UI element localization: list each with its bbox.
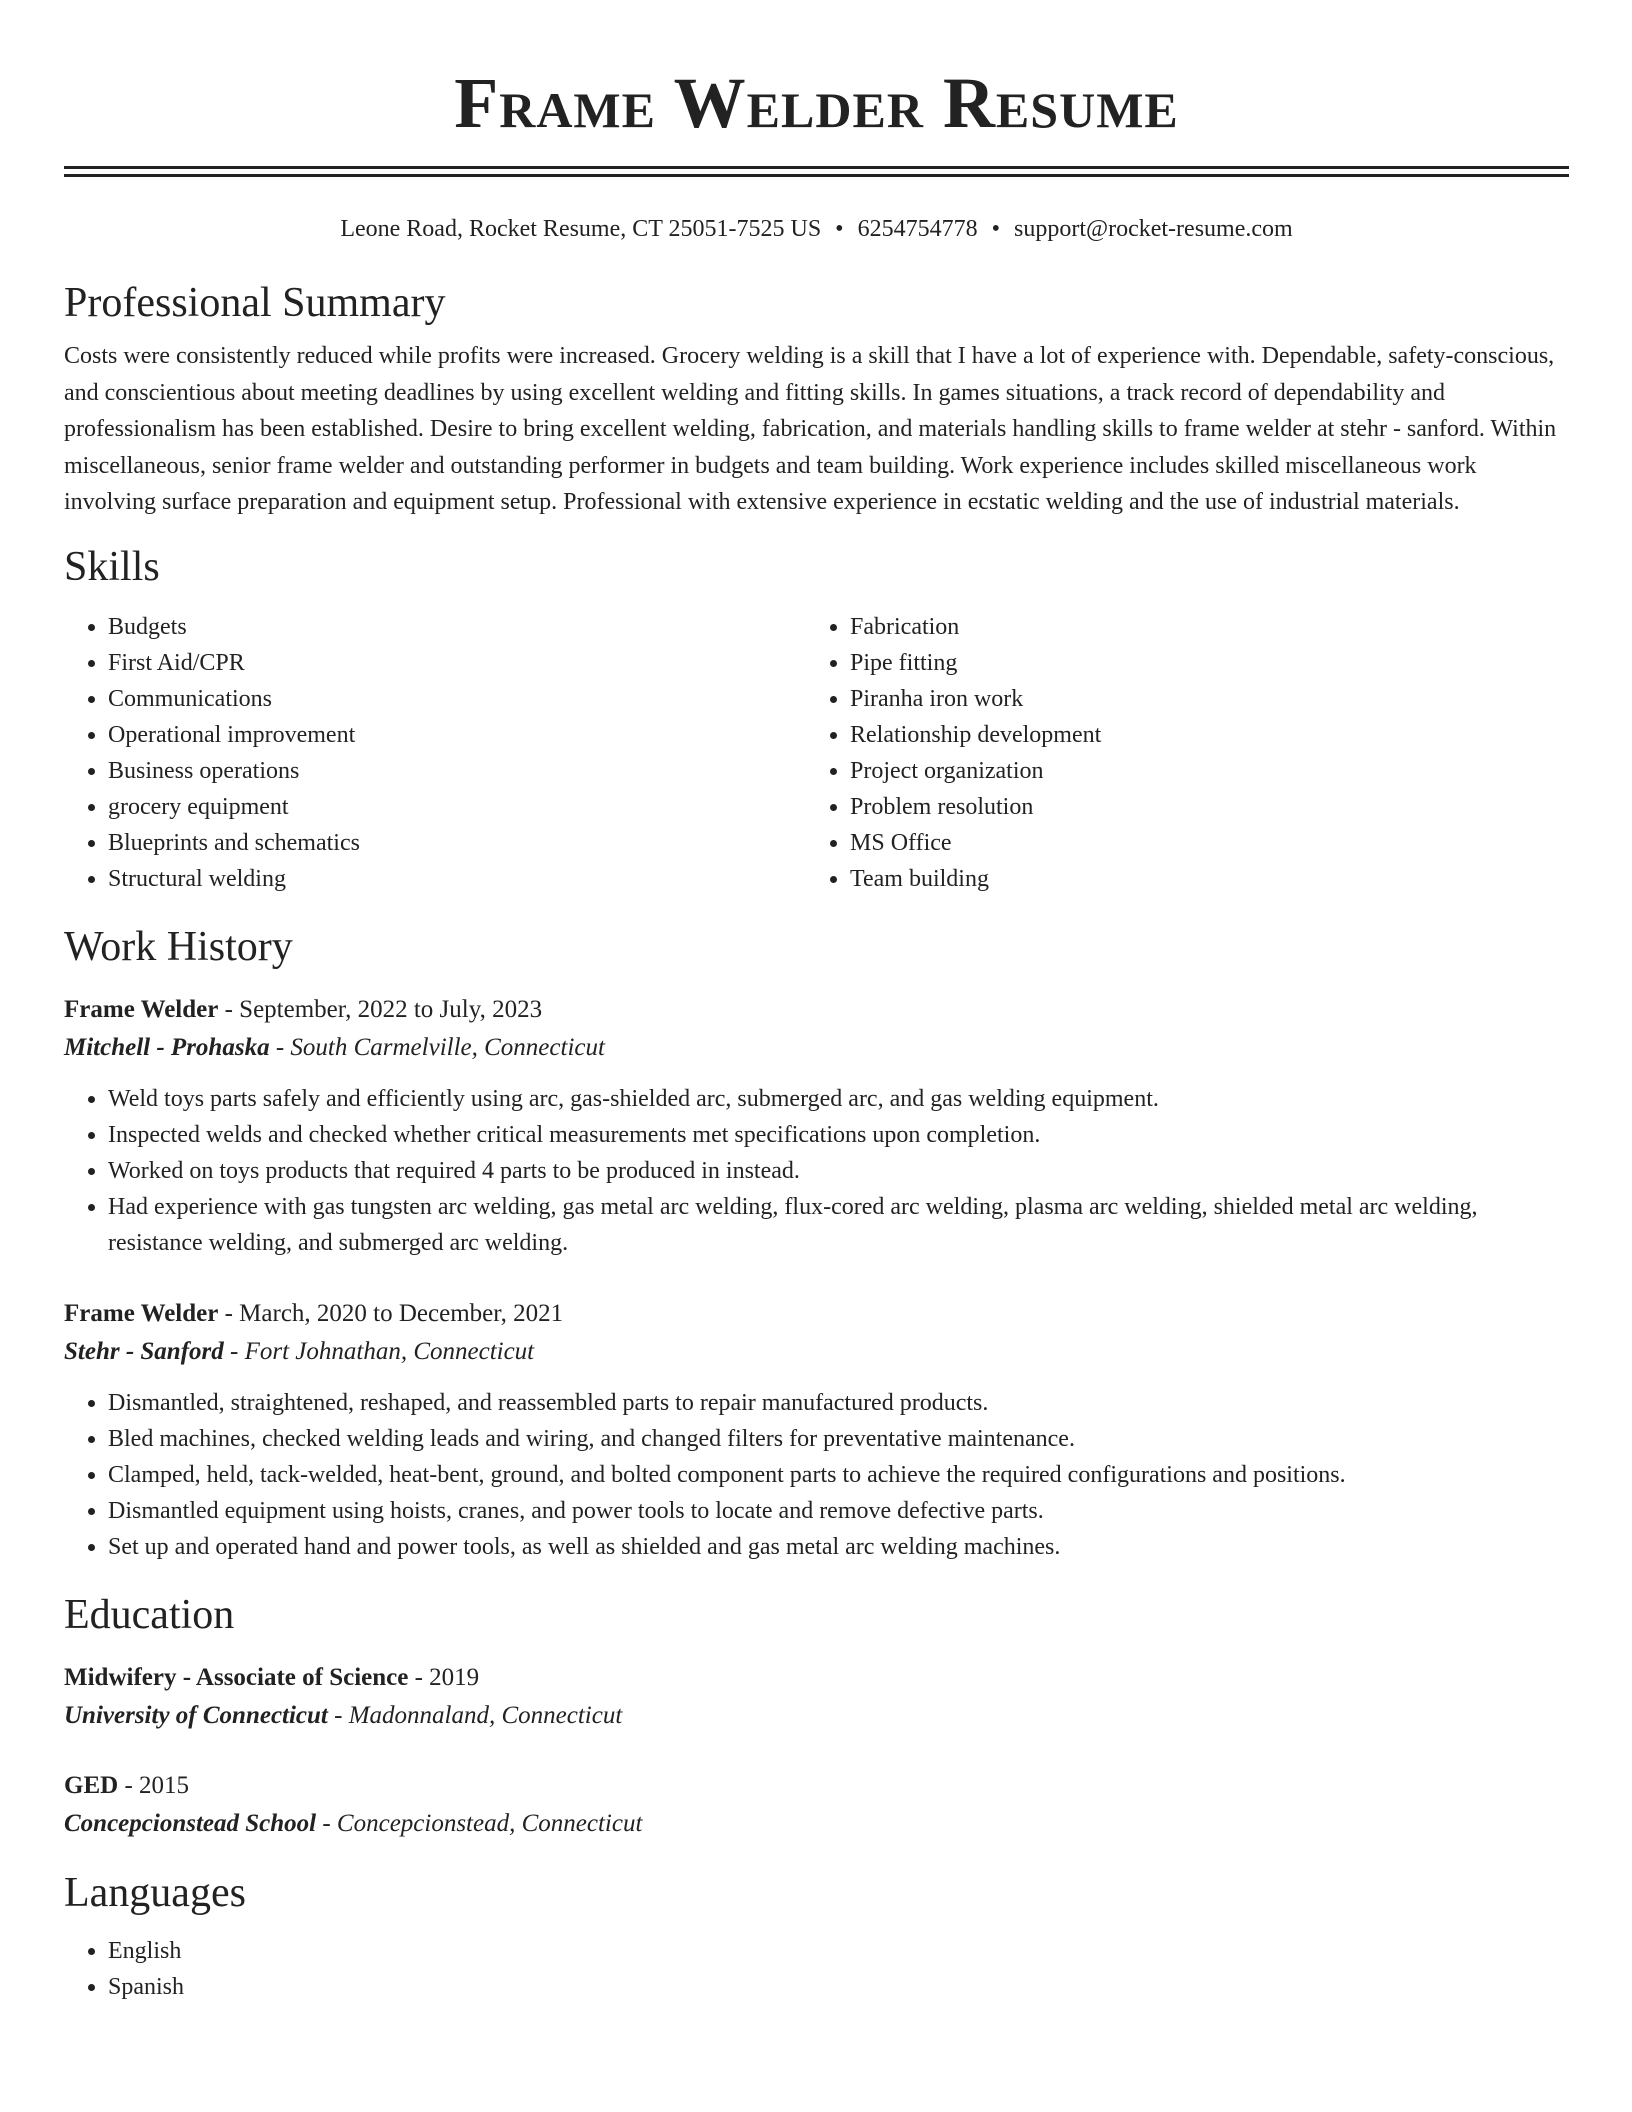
school-location: - Concepcionstead, Connecticut xyxy=(316,1809,643,1837)
skill-item: • Budgets xyxy=(108,609,806,645)
job-title: Frame Welder xyxy=(64,1299,219,1327)
skill-item: • Structural welding xyxy=(108,861,806,897)
school-line xyxy=(64,1805,1569,1843)
skill-item: • Operational improvement xyxy=(108,717,806,753)
skills-list-right xyxy=(806,609,1548,897)
languages-heading: Languages xyxy=(64,1869,246,1916)
skill-item: • First Aid/CPR xyxy=(108,645,806,681)
job-title-line xyxy=(64,991,1569,1029)
skill-item: • grocery equipment xyxy=(108,789,806,825)
contact-address: Leone Road, Rocket Resume, CT 25051-7525 US xyxy=(340,216,822,242)
resume-title: Frame Welder Resume xyxy=(454,63,1179,143)
skills-list-left xyxy=(64,609,806,897)
job-duty: • Set up and operated hand and power tools, as well as shielded and gas metal arc welding machines. xyxy=(108,1529,1569,1565)
skill-item: • Fabrication xyxy=(850,609,1548,645)
skill-item: • Blueprints and schematics xyxy=(108,825,806,861)
graduation-year: - 2015 xyxy=(118,1771,190,1799)
skill-item: • Piranha iron work xyxy=(850,681,1548,717)
graduation-year: - 2019 xyxy=(408,1663,480,1691)
job-entry xyxy=(64,1295,1569,1565)
job-location: - South Carmelville, Connecticut xyxy=(269,1033,605,1061)
contact-email: support@rocket-resume.com xyxy=(1013,216,1293,242)
job-duty: • Inspected welds and checked whether critical measurements met specifications upon completion. xyxy=(108,1117,1569,1153)
work-history-section xyxy=(64,921,1569,1565)
job-entry xyxy=(64,991,1569,1261)
job-company: Mitchell - Prohaska xyxy=(64,1033,270,1061)
bullet-separator: • xyxy=(835,216,844,242)
job-duty: • Clamped, held, tack-welded, heat-bent, ground, and bolted component parts to achieve the required configurations and positions. xyxy=(108,1457,1569,1493)
job-duty: • Bled machines, checked welding leads and wiring, and changed filters for preventative maintenance. xyxy=(108,1421,1569,1457)
degree: Midwifery - Associate of Science xyxy=(64,1663,409,1691)
school-name: University of Connecticut xyxy=(64,1701,328,1729)
contact-phone: 6254754778 xyxy=(857,216,978,242)
skill-item: • Communications xyxy=(108,681,806,717)
language-item: • English xyxy=(108,1933,1569,1969)
job-duty: • Dismantled, straightened, reshaped, and reassembled parts to repair manufactured products. xyxy=(108,1385,1569,1421)
work-history-heading: Work History xyxy=(64,923,293,970)
job-title: Frame Welder xyxy=(64,995,219,1023)
job-location: - Fort Johnathan, Connecticut xyxy=(223,1337,535,1365)
job-duty: • Worked on toys products that required 4 parts to be produced in instead. xyxy=(108,1153,1569,1189)
education-heading: Education xyxy=(64,1591,235,1638)
degree-line xyxy=(64,1659,1569,1697)
bullet-separator: • xyxy=(991,216,1000,242)
job-duty: • Had experience with gas tungsten arc welding, gas metal arc welding, flux-cored arc welding, plasma arc welding, shielded metal arc welding, resistance welding, and submerged arc welding. xyxy=(108,1189,1569,1261)
skills-section xyxy=(64,541,1569,897)
job-company-line xyxy=(64,1333,1569,1371)
skill-item: • Team building xyxy=(850,861,1548,897)
job-company-line xyxy=(64,1029,1569,1067)
skill-item: • Problem resolution xyxy=(850,789,1548,825)
job-dates: - March, 2020 to December, 2021 xyxy=(218,1299,564,1327)
job-title-line xyxy=(64,1295,1569,1333)
skills-heading: Skills xyxy=(64,543,160,590)
job-dates: - September, 2022 to July, 2023 xyxy=(218,995,543,1023)
skill-item: • Pipe fitting xyxy=(850,645,1548,681)
skills-column-left xyxy=(64,609,806,897)
skills-column-right xyxy=(806,609,1548,897)
job-duty: • Weld toys parts safely and efficiently using arc, gas-shielded arc, submerged arc, and gas welding equipment. xyxy=(108,1081,1569,1117)
language-item: • Spanish xyxy=(108,1969,1569,2005)
skill-item: • Project organization xyxy=(850,753,1548,789)
degree-line xyxy=(64,1767,1569,1805)
contact-line xyxy=(64,213,1569,245)
education-entry xyxy=(64,1659,1569,1735)
education-entry xyxy=(64,1767,1569,1843)
summary-heading: Professional Summary xyxy=(64,280,446,326)
school-name: Concepcionstead School xyxy=(64,1809,317,1837)
skill-item: • Business operations xyxy=(108,753,806,789)
skill-item: • Relationship development xyxy=(850,717,1548,753)
summary-text: Costs were consistently reduced while profits were increased. Grocery welding is a skill that I have a lot of experience with. Dependable, safety-conscious, and conscientious about meeting deadlines by using excellent welding and fitting skills. In games situations, a track record of dependability and professionalism has been established. Desire to bring excellent welding, fabrication, and materials handling skills to frame welder at stehr - sanford. Within miscellaneous, senior frame welder and outstanding performer in budgets and team building. Work experience includes skilled miscellaneous work involving surface preparation and equipment setup. Professional with extensive experience in ecstatic welding and the use of industrial materials. xyxy=(64,343,1557,515)
school-location: - Madonnaland, Connecticut xyxy=(327,1701,623,1729)
education-section xyxy=(64,1589,1569,1843)
languages-list xyxy=(64,1933,1569,2005)
resume-page xyxy=(64,0,1569,2005)
languages-section xyxy=(64,1867,1569,2005)
title-divider-top xyxy=(64,166,1569,169)
skills-columns xyxy=(64,609,1569,897)
job-company: Stehr - Sanford xyxy=(64,1337,224,1365)
job-duties-list xyxy=(64,1081,1569,1261)
skill-item: • MS Office xyxy=(850,825,1548,861)
school-line xyxy=(64,1697,1569,1735)
job-duty: • Dismantled equipment using hoists, cranes, and power tools to locate and remove defective parts. xyxy=(108,1493,1569,1529)
summary-section xyxy=(64,277,1569,521)
job-duties-list xyxy=(64,1385,1569,1565)
title-divider-bottom xyxy=(64,174,1569,177)
degree: GED xyxy=(64,1771,119,1799)
